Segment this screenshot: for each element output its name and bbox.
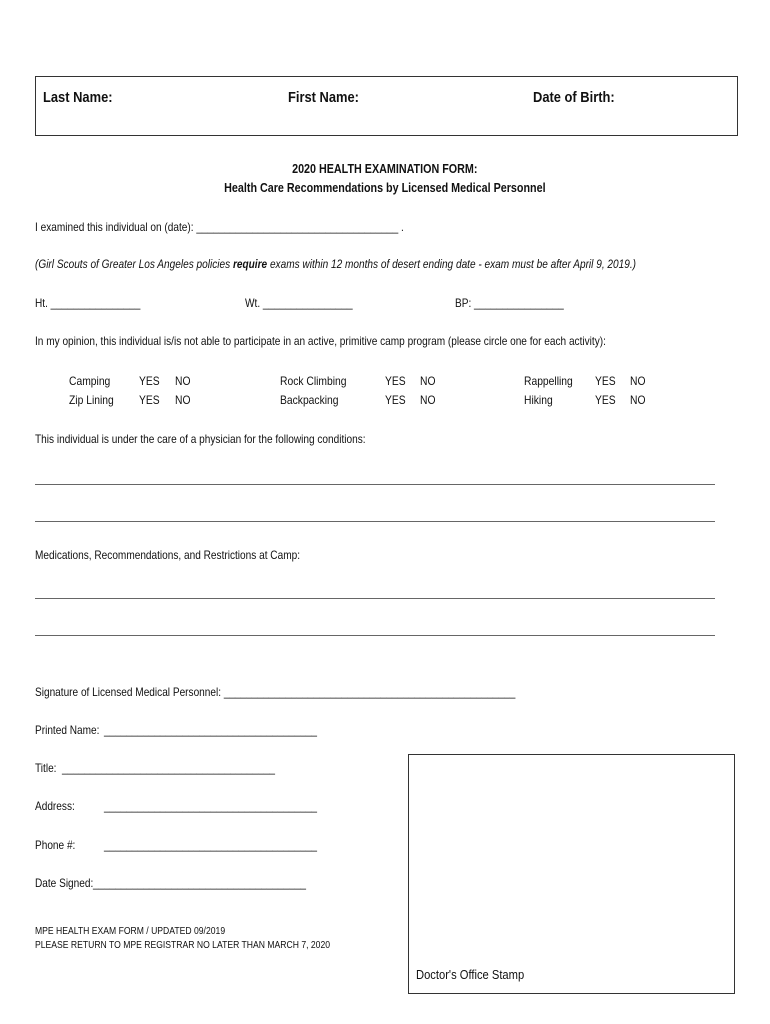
weight-field[interactable]: Wt. ________________: [245, 296, 353, 310]
opinion-statement: In my opinion, this individual is/is not able to participate in an active, primitive camp program (please circle one for each activity):: [35, 334, 606, 348]
return-deadline-note: PLEASE RETURN TO MPE REGISTRAR NO LATER THAN MARCH 7, 2020: [35, 939, 331, 951]
activity-name: Camping: [69, 374, 111, 388]
yes-option[interactable]: YES: [385, 374, 406, 388]
yes-option[interactable]: YES: [595, 374, 616, 388]
signature-field[interactable]: Signature of Licensed Medical Personnel: ____________________________________________________: [35, 685, 516, 699]
conditions-label: This individual is under the care of a physician for the following conditions:: [35, 432, 366, 446]
no-option[interactable]: NO: [630, 393, 646, 407]
stamp-label: Doctor's Office Stamp: [416, 967, 525, 982]
activity-name: Rappelling: [524, 374, 573, 388]
activity-name: Rock Climbing: [280, 374, 347, 388]
policy-note-before: (Girl Scouts of Greater Los Angeles policies: [35, 257, 233, 271]
title-label: Title:: [35, 761, 57, 775]
address-label: Address:: [35, 799, 75, 813]
yes-option[interactable]: YES: [385, 393, 406, 407]
medications-label: Medications, Recommendations, and Restrictions at Camp:: [35, 548, 301, 562]
no-option[interactable]: NO: [420, 393, 436, 407]
medications-line[interactable]: [35, 598, 715, 599]
policy-note-emphasis: require: [232, 257, 268, 271]
no-option[interactable]: NO: [420, 374, 436, 388]
height-field[interactable]: Ht. ________________: [35, 296, 141, 310]
phone-label: Phone #:: [35, 838, 76, 852]
title-field[interactable]: ______________________________________: [62, 761, 276, 775]
no-option[interactable]: NO: [630, 374, 646, 388]
activity-name: Hiking: [524, 393, 553, 407]
conditions-line[interactable]: [35, 484, 715, 485]
form-title: [0, 160, 770, 198]
last-name-label: Last Name:: [43, 89, 113, 106]
form-version-note: MPE HEALTH EXAM FORM / UPDATED 09/2019: [35, 925, 226, 937]
conditions-line[interactable]: [35, 521, 715, 522]
phone-field[interactable]: ______________________________________: [104, 838, 318, 852]
no-option[interactable]: NO: [175, 374, 191, 388]
date-of-birth-label: Date of Birth:: [533, 89, 615, 106]
activity-name: Zip Lining: [69, 393, 114, 407]
yes-option[interactable]: YES: [595, 393, 616, 407]
printed-name-field[interactable]: ______________________________________: [104, 723, 318, 737]
date-signed-label: Date Signed:: [35, 876, 94, 890]
yes-option[interactable]: YES: [139, 393, 160, 407]
policy-note: [35, 257, 636, 271]
activity-name: Backpacking: [280, 393, 339, 407]
printed-name-label: Printed Name:: [35, 723, 100, 737]
patient-info-header: [35, 76, 738, 136]
form-title-line2: Health Care Recommendations by Licensed Medical Personnel: [224, 181, 546, 195]
medications-line[interactable]: [35, 635, 715, 636]
no-option[interactable]: NO: [175, 393, 191, 407]
first-name-label: First Name:: [288, 89, 359, 106]
blood-pressure-field[interactable]: BP: ________________: [455, 296, 564, 310]
exam-date-field[interactable]: I examined this individual on (date): ____________________________________ .: [35, 220, 404, 234]
date-signed-field[interactable]: ______________________________________: [93, 876, 307, 890]
yes-option[interactable]: YES: [139, 374, 160, 388]
policy-note-after: exams within 12 months of desert ending date - exam must be after April 9, 2019.): [267, 257, 637, 271]
address-field[interactable]: ______________________________________: [104, 799, 318, 813]
form-title-line1: 2020 HEALTH EXAMINATION FORM:: [292, 162, 478, 176]
doctors-office-stamp-box[interactable]: [408, 754, 735, 994]
